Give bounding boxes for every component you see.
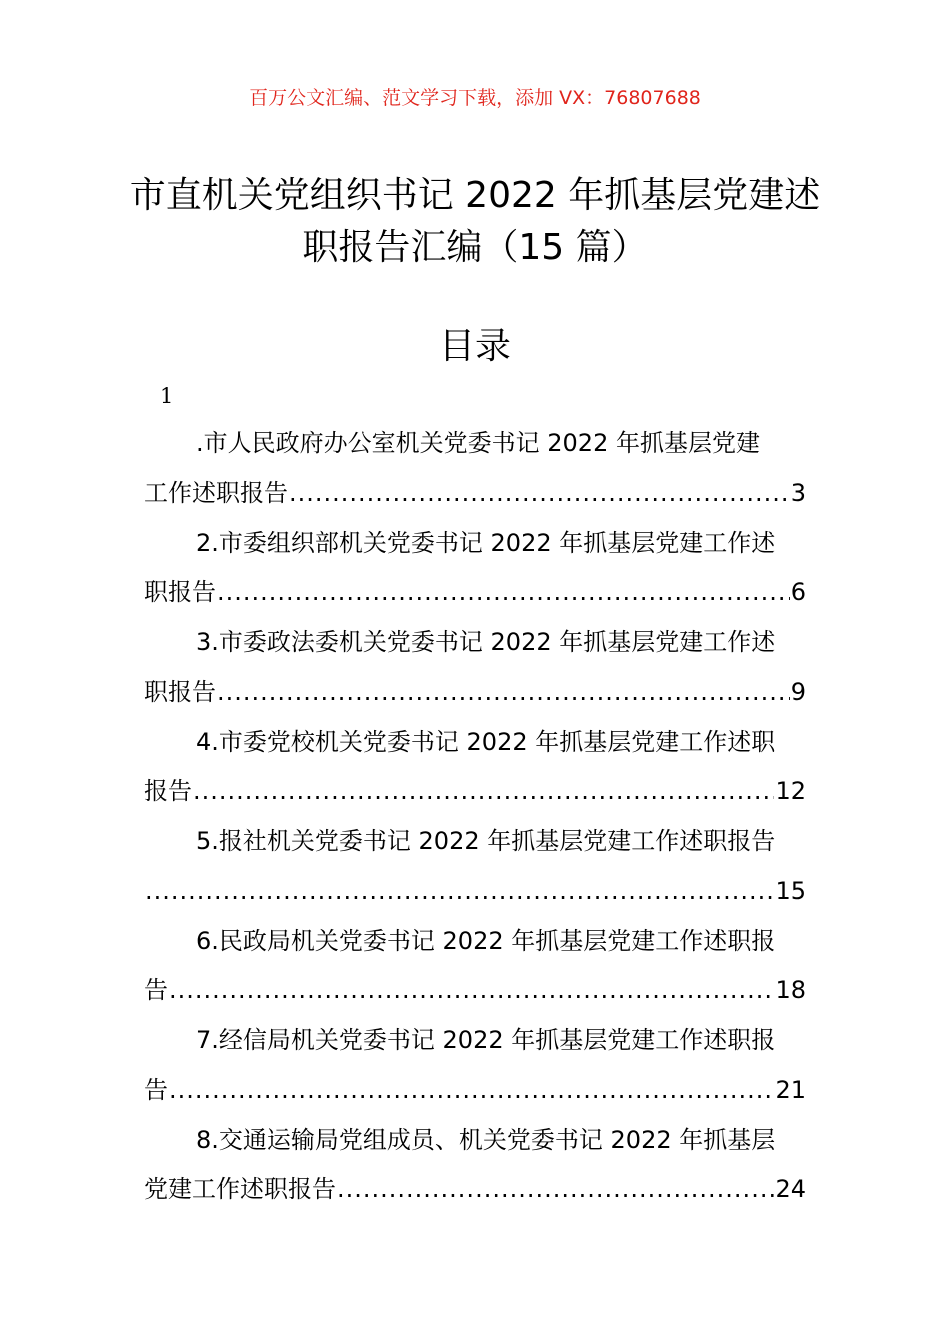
- toc-entry-title: 2.市委组织部机关党委书记 2022 年抓基层党建工作述: [196, 528, 776, 557]
- dot-leader: [145, 867, 774, 917]
- toc-entry-continuation: [144, 767, 806, 817]
- toc-entry-continuation: [144, 1165, 806, 1215]
- toc-entry-title-tail: 告: [144, 976, 168, 1005]
- toc-entry-title: .市人民政府办公室机关党委书记 2022 年抓基层党建: [196, 429, 760, 457]
- dot-leader: [193, 767, 774, 817]
- toc-entry[interactable]: [144, 618, 806, 718]
- toc-entry-continuation: [144, 867, 806, 917]
- toc-entry-title-tail: 党建工作述职报告: [144, 1175, 336, 1204]
- stray-list-number: 1: [160, 384, 174, 408]
- toc-entry-continuation: [144, 668, 806, 718]
- toc-entry-title: 7.经信局机关党委书记 2022 年抓基层党建工作述职报: [196, 1026, 776, 1054]
- document-title-line-1: 市直机关党组织书记 2022 年抓基层党建述: [129, 175, 821, 216]
- dot-leader: [217, 568, 790, 618]
- toc-entry-title: 8.交通运输局党组成员、机关党委书记 2022 年抓基层: [196, 1125, 776, 1154]
- toc-page-number: 3: [790, 478, 806, 507]
- toc-entry-title-tail: 职报告: [144, 677, 216, 706]
- toc-entry[interactable]: [144, 718, 806, 818]
- toc-entry-continuation: [144, 469, 806, 519]
- toc-entry-continuation: [144, 966, 806, 1016]
- toc-entry[interactable]: [144, 917, 806, 1017]
- toc-entry-title: 3.市委政法委机关党委书记 2022 年抓基层党建工作述: [196, 628, 776, 656]
- document-title-line-2: 职报告汇编（15 篇）: [302, 227, 648, 268]
- header-watermark-note: 百万公文汇编、范文学习下载，添加 VX：76807688: [249, 87, 701, 109]
- toc-page-number: 18: [775, 976, 806, 1005]
- toc-page-number: 21: [775, 1075, 806, 1104]
- toc-entry-title-tail: 职报告: [144, 578, 216, 607]
- dot-leader: [217, 668, 790, 718]
- toc-entry[interactable]: [144, 419, 806, 519]
- toc-entry-title-tail: 工作述职报告: [144, 478, 288, 507]
- toc-entry[interactable]: [144, 1116, 806, 1216]
- dot-leader: [289, 469, 790, 519]
- document-title: [0, 170, 950, 274]
- toc-entry[interactable]: [144, 817, 806, 917]
- toc-entry-title: 4.市委党校机关党委书记 2022 年抓基层党建工作述职: [196, 727, 776, 756]
- toc-page-number: 15: [775, 876, 806, 905]
- toc-page-number: 6: [790, 578, 806, 607]
- toc-entry-title-tail: 告: [144, 1075, 168, 1104]
- dot-leader: [169, 1066, 774, 1116]
- dot-leader: [337, 1165, 774, 1215]
- toc-page-number: 9: [790, 677, 806, 706]
- toc-entry-continuation: [144, 1066, 806, 1116]
- toc-entry[interactable]: [144, 1016, 806, 1116]
- table-of-contents: [144, 419, 806, 1215]
- toc-entry-continuation: [144, 568, 806, 618]
- toc-entry-title: 6.民政局机关党委书记 2022 年抓基层党建工作述职报: [196, 926, 776, 955]
- toc-page-number: 12: [775, 777, 806, 806]
- toc-page-number: 24: [775, 1175, 806, 1204]
- dot-leader: [169, 966, 774, 1016]
- toc-entry-title-tail: 报告: [144, 777, 192, 806]
- toc-entry[interactable]: [144, 519, 806, 619]
- toc-entry-title: 5.报社机关党委书记 2022 年抓基层党建工作述职报告: [196, 827, 776, 855]
- toc-heading: 目录: [438, 326, 511, 367]
